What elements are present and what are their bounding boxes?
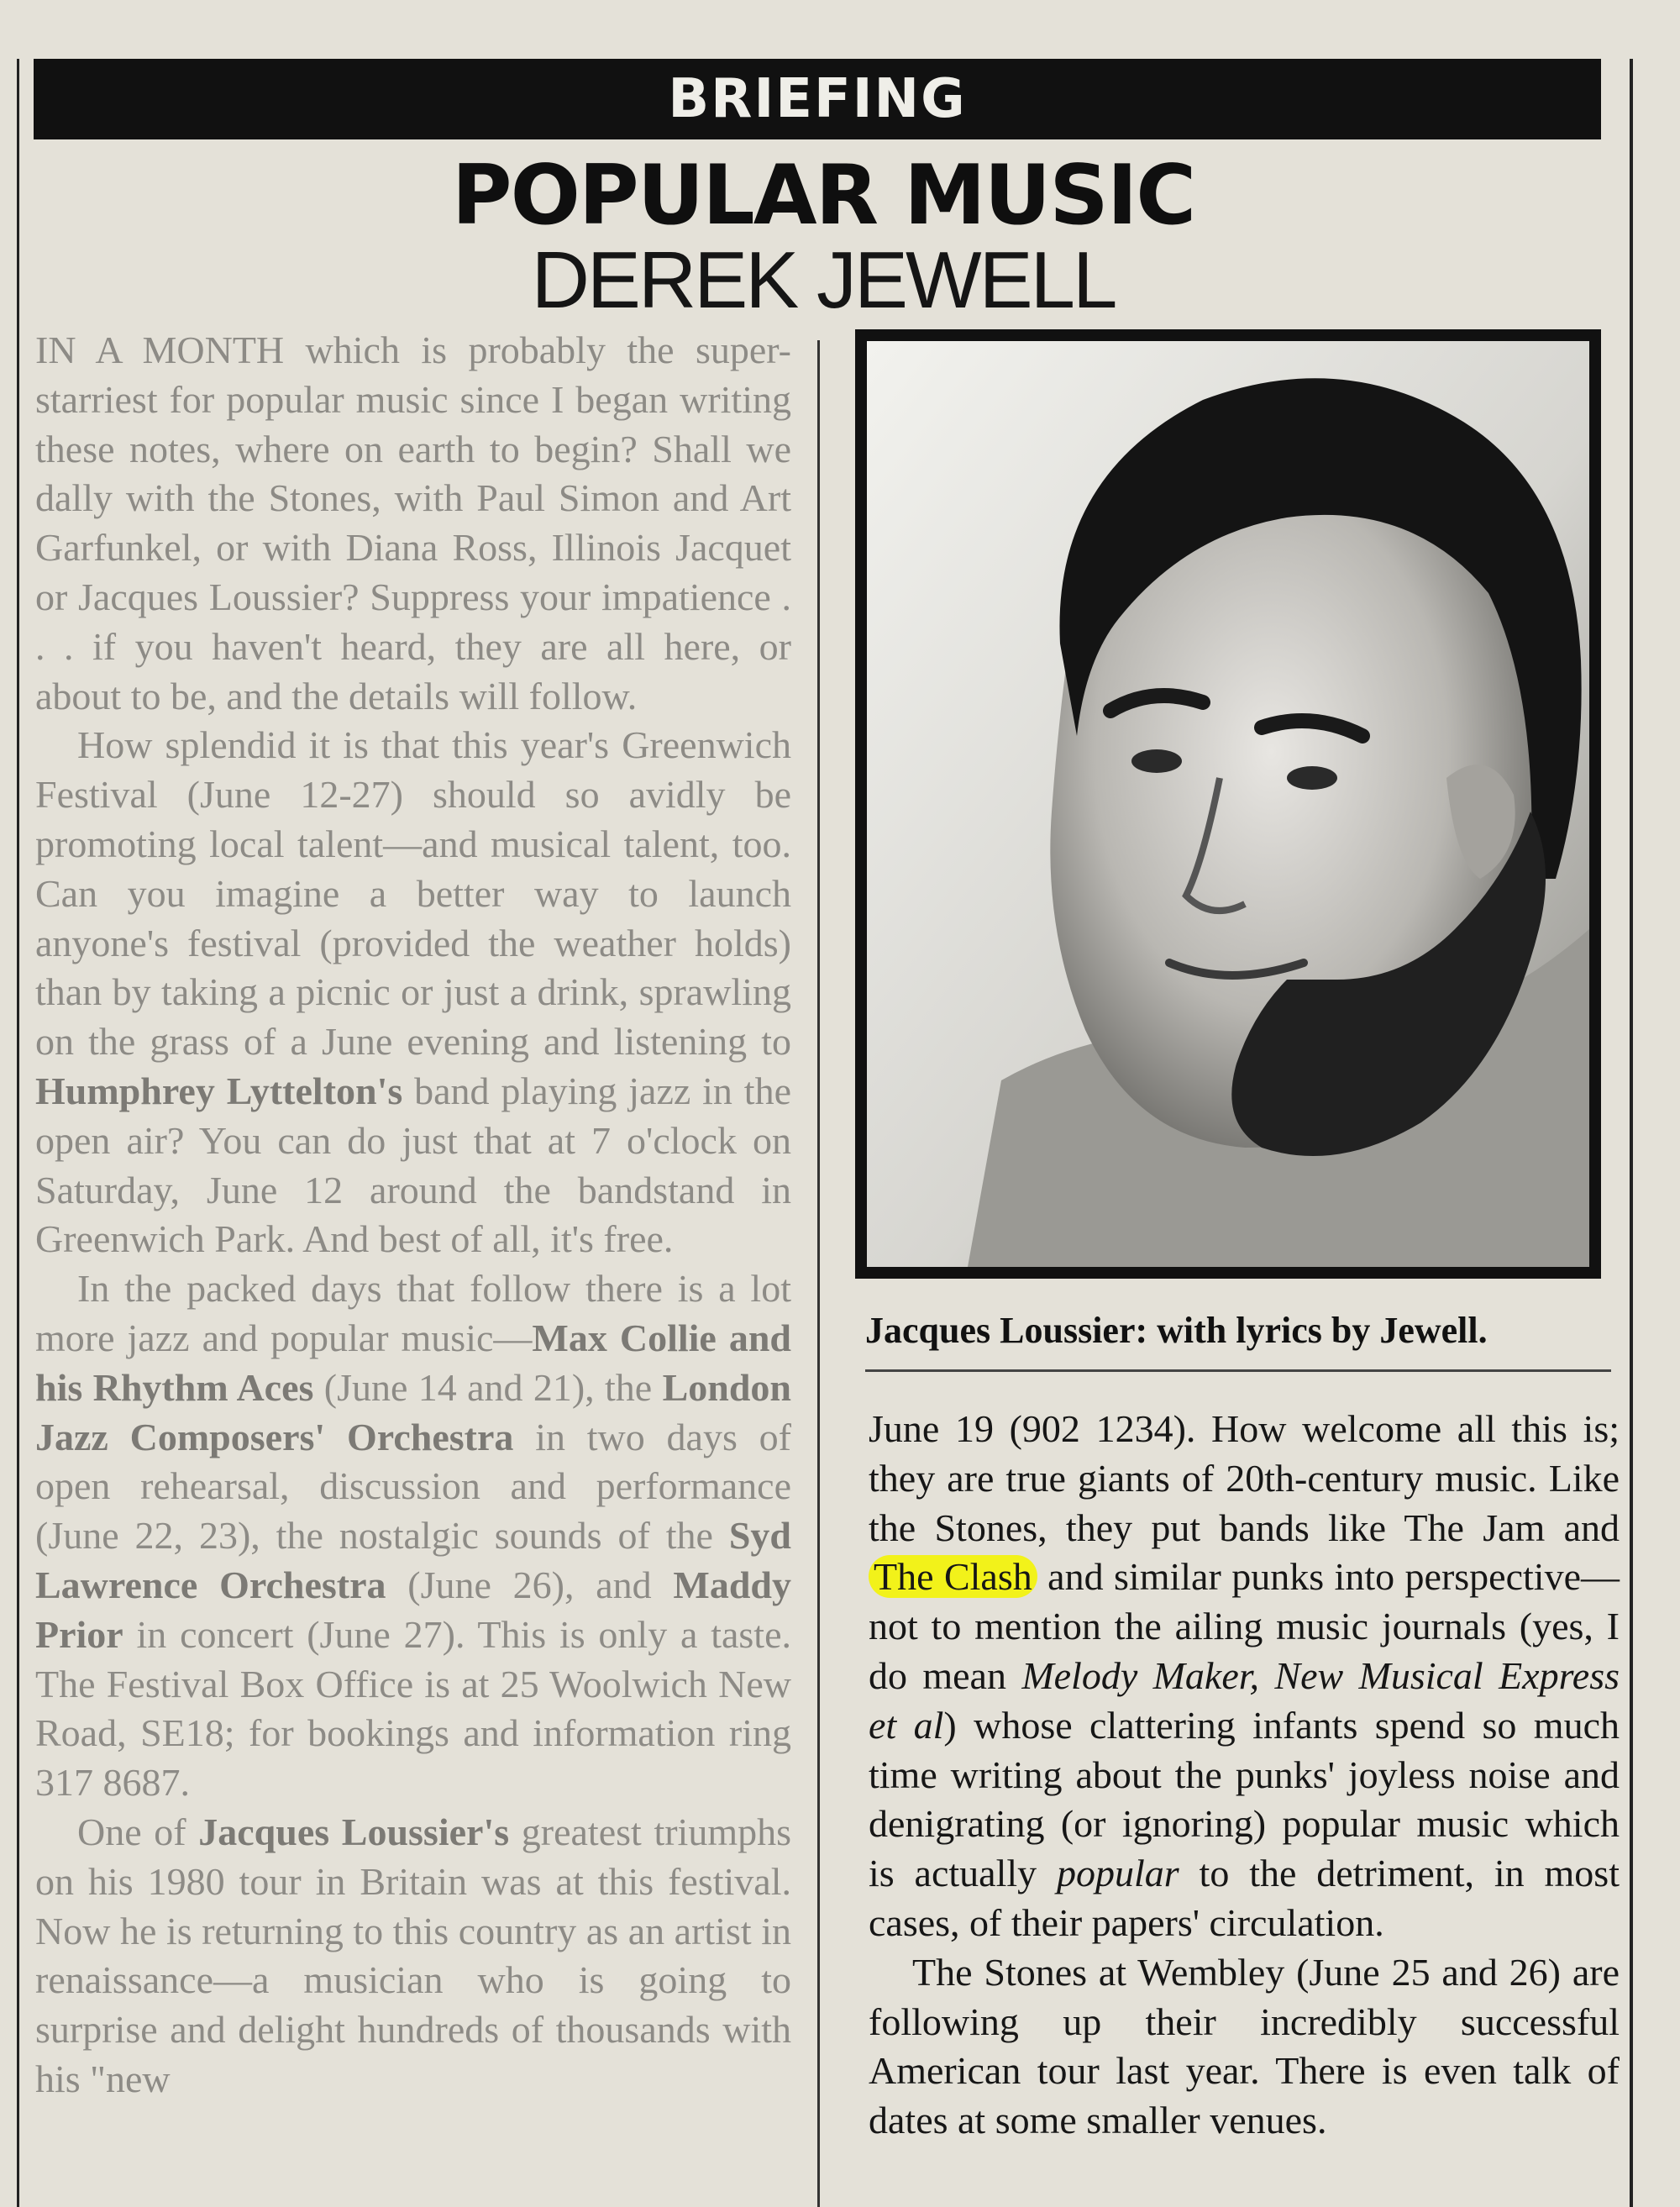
caption-divider — [865, 1369, 1611, 1372]
portrait-image — [867, 341, 1589, 1267]
highlighted-text: The Clash — [869, 1555, 1037, 1598]
paragraph-2: How splendid it is that this year's Greenwich Festival (June 12-27) should so avidly be promoting local talent—and musical talent, too. Can you imagine a better way to launch anyone's festival (provided the weather holds) than by taking a picnic or just a drink, sprawling on the grass of a June evening and listening to Humphrey Lyttelton's band playing jazz in the open air? You can do just that at 7 o'clock on Saturday, June 12 around the bandstand in Greenwich Park. And best of all, it's free. — [35, 723, 791, 1261]
section-banner: BRIEFING — [34, 59, 1601, 139]
column-divider — [817, 340, 820, 2207]
page-title: POPULAR MUSIC — [451, 148, 1195, 244]
left-column — [35, 326, 791, 2105]
paragraph-1: IN A MONTH which is probably the super-starriest for popular music since I began writing these notes, where on earth to begin? Shall we dally with the Stones, with Paul Simon and Art Garfunkel, or with Diana Ross, Illinois Jacquet or Jacques Loussier? Suppress your impatience . . . if you haven't heard, they are all here, or about to be, and the details will follow. — [35, 328, 791, 717]
page-edge-left — [17, 59, 19, 2207]
paragraph-4: One of Jacques Loussier's greatest triumphs on his 1980 tour in Britain was at this festival. Now he is returning to this country as an artist in renaissance—a musician who is going to surprise and delight hundreds of thousands with his "new — [35, 1810, 792, 2100]
byline: DEREK JEWELL — [531, 235, 1116, 325]
photo-caption: Jacques Loussier: with lyrics by Jewell. — [865, 1310, 1488, 1351]
paragraph-3: In the packed days that follow there is a lot more jazz and popular music—Max Collie and his Rhythm Aces (June 14 and 21), the London Jazz Composers' Orchestra in two days of open rehearsal, discussion and performance (June 22, 23), the nostalgic sounds of the Syd Lawrence Orchestra (June 26), and Maddy Prior in concert (June 27). This is only a taste. The Festival Box Office is at 25 Woolwich New Road, SE18; for bookings and information ring 317 8687. — [35, 1267, 792, 1805]
right-column — [869, 1405, 1620, 2146]
paragraph-5: June 19 (902 1234). How welcome all this is; they are true giants of 20th-century music. Like the Stones, they put bands like The Jam and The Clash and similar punks into perspective—not to mention the ailing music journals (yes, I do mean Melody Maker, New Musical Express et al) whose clattering infants spend so much time writing about the punks' joyless noise and denigrating (or ignoring) popular music which is actually popular to the detriment, in most cases, of their papers' circulation. — [869, 1407, 1620, 1944]
page-edge-right — [1630, 59, 1633, 2207]
portrait-photo — [855, 329, 1601, 1279]
paragraph-6: The Stones at Wembley (June 25 and 26) are following up their incredibly successful American tour last year. There is even talk of dates at some smaller venues. — [869, 1950, 1620, 2142]
